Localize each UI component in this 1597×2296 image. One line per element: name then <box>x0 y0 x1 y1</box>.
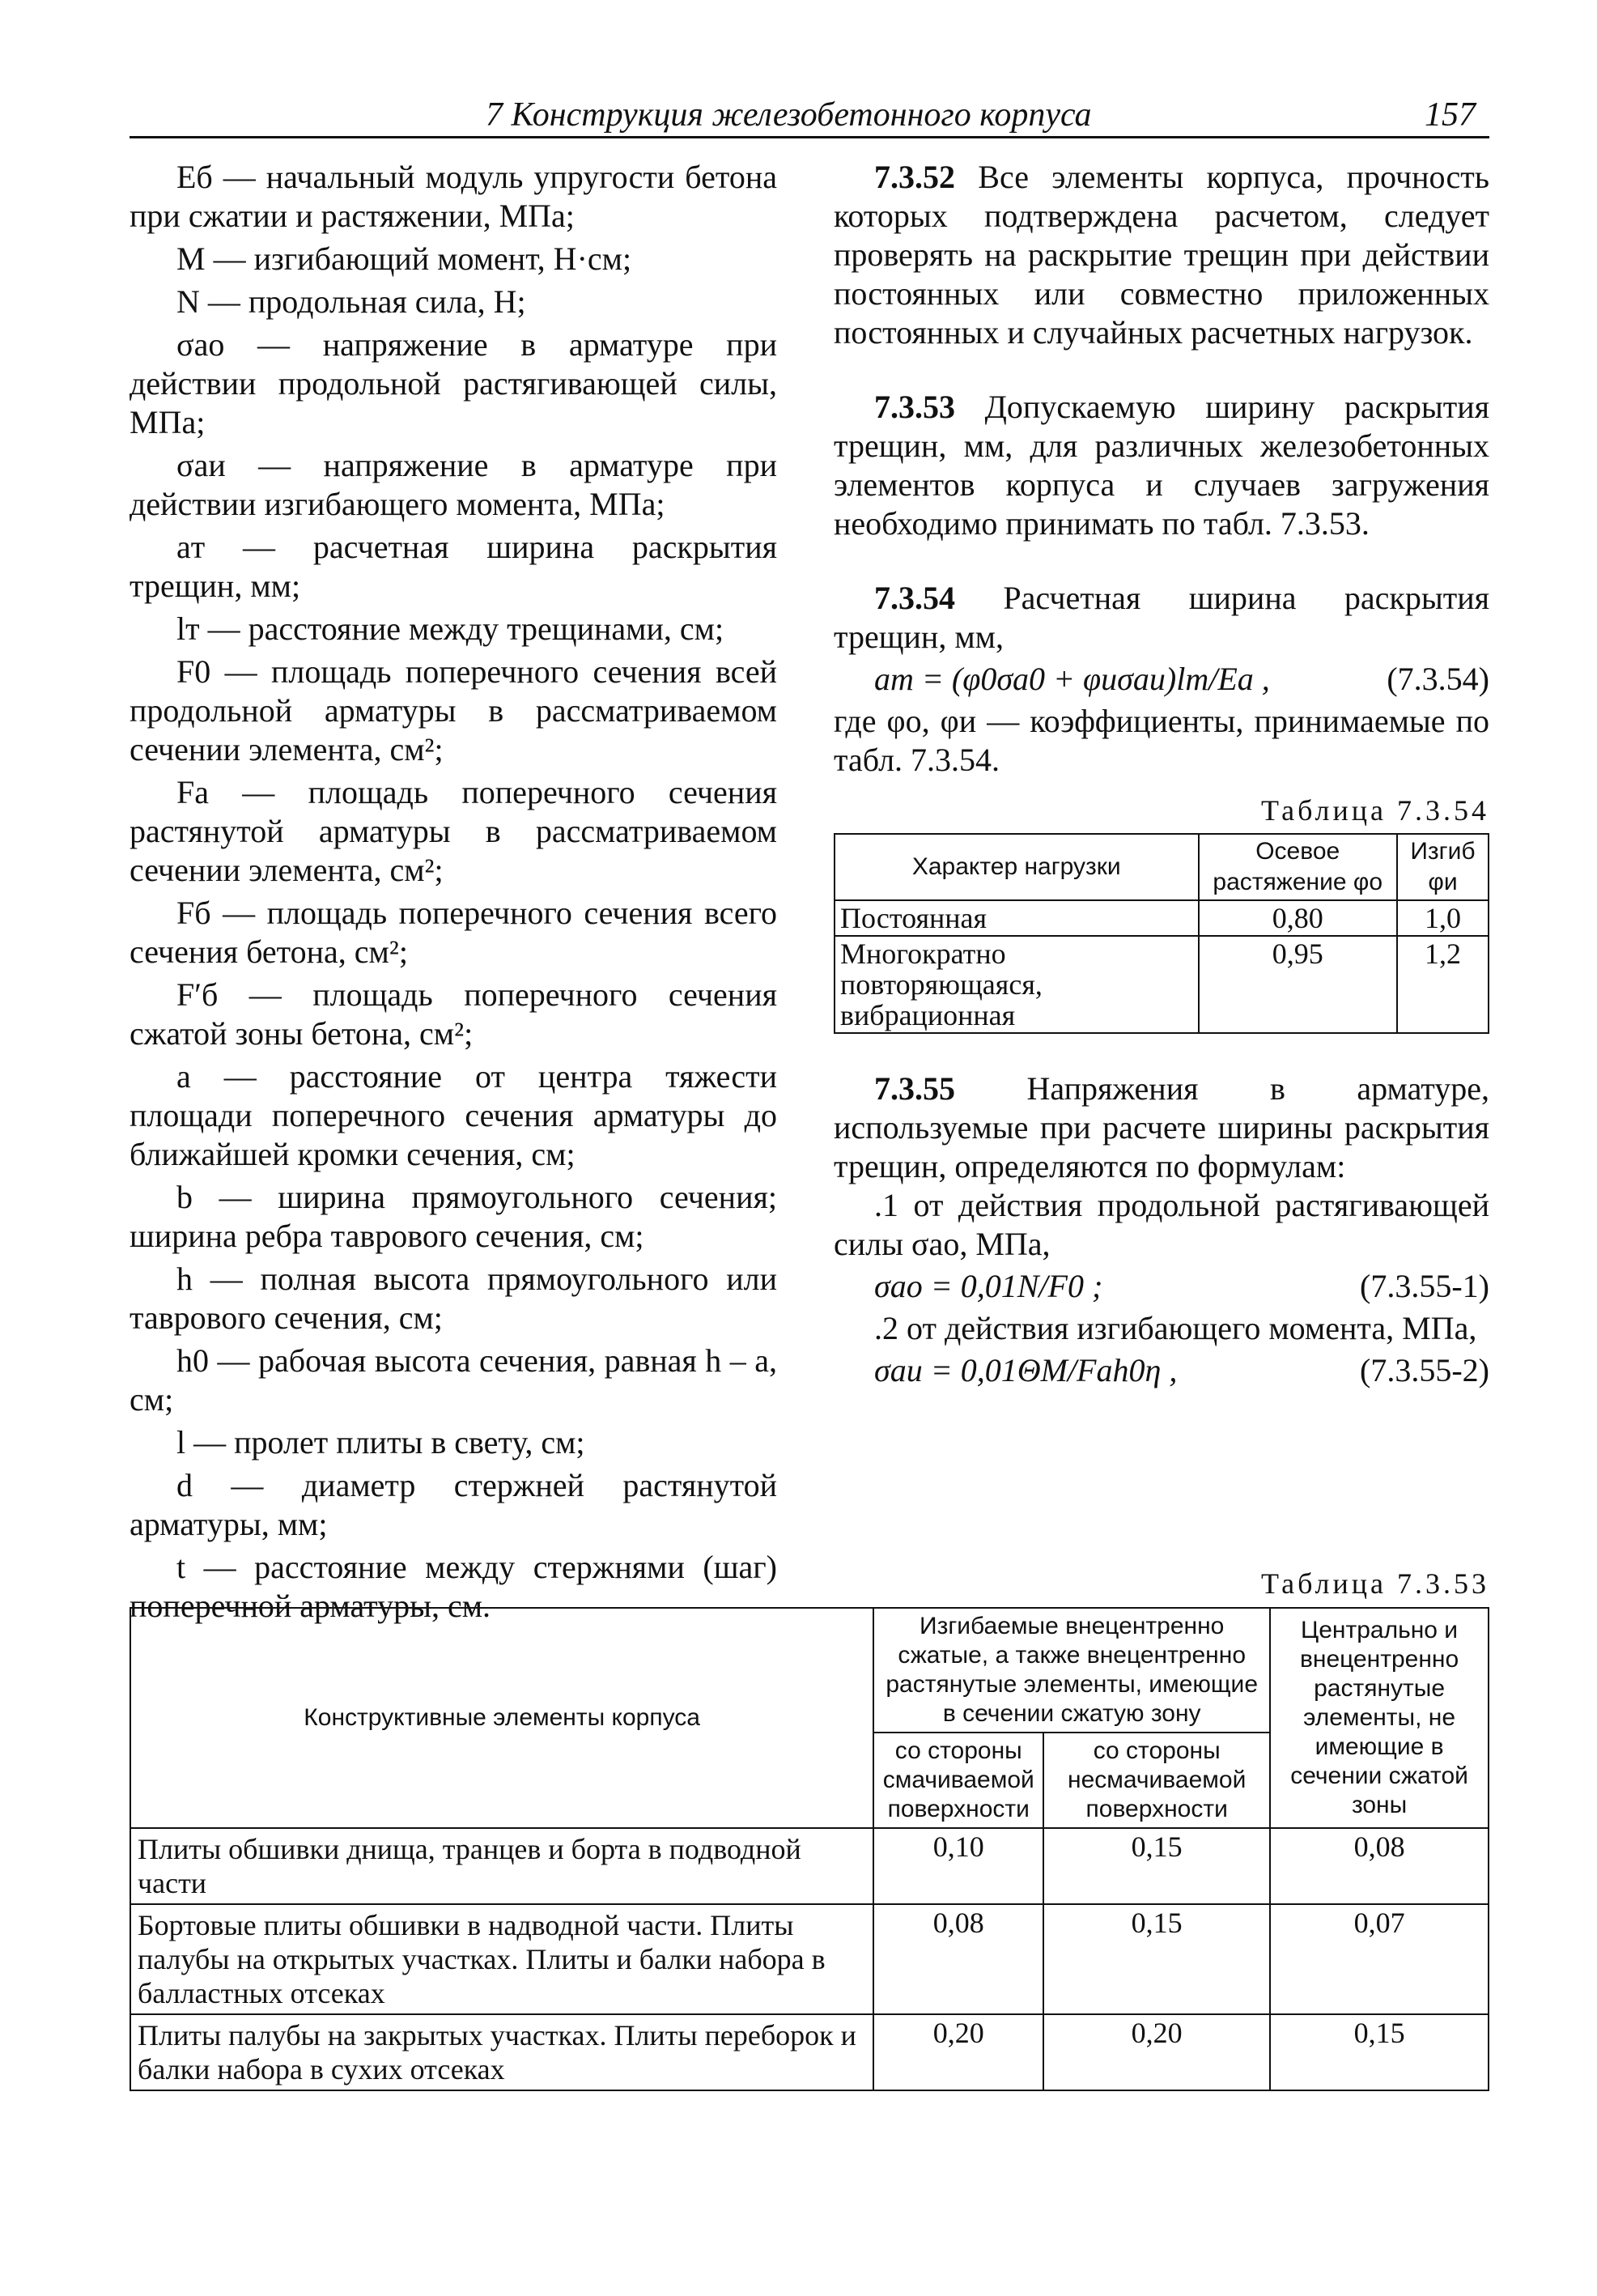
header-cell: Центрально и внецентренно растянутые элементы, не имеющие в сечении сжатой зоны <box>1270 1608 1489 1828</box>
section-7-3-52 <box>834 158 1489 352</box>
table-cell: 0,08 <box>873 1904 1043 2014</box>
section-7-3-55 <box>834 1069 1489 1186</box>
section-number: 7.3.55 <box>874 1070 955 1107</box>
definition-item: t — расстояние между стержнями (шаг) поперечной арматуры, см. <box>130 1549 777 1624</box>
table-header-row <box>835 834 1489 900</box>
header-cell: Изгибаемые внецентренно сжатые, а также внецентренно растянутые элементы, имеющие в сечении сжатую зону <box>873 1608 1270 1733</box>
table-row <box>130 1828 1489 1904</box>
item-1: .1 от действия продольной растягивающей силы σао, МПа, <box>834 1187 1489 1262</box>
running-header-title: 7 Конструкция железобетонного корпуса <box>486 96 1092 134</box>
definition-item: h — полная высота прямоугольного или таврового сечения, см; <box>130 1261 777 1336</box>
table-cell: 0,20 <box>1043 2014 1270 2090</box>
table-cell: 1,0 <box>1397 900 1489 936</box>
where-clause: где φо, φи — коэффициенты, принимаемые по табл. 7.3.54. <box>834 703 1489 778</box>
section-text: Напряжения в арматуре, используемые при расчете ширины раскрытия трещин, определяются по формулам: <box>834 1070 1489 1184</box>
formula-number: (7.3.55-2) <box>1360 1352 1489 1388</box>
table-7-3-53 <box>130 1607 1489 2091</box>
header-cell: Изгиб φи <box>1397 834 1489 900</box>
table-cell: 0,20 <box>873 2014 1043 2090</box>
table-cell: 0,95 <box>1199 936 1397 1033</box>
definition-item: d — диаметр стержней растянутой арматуры, мм; <box>130 1467 777 1542</box>
header-cell: Характер нагрузки <box>835 834 1199 900</box>
section-7-3-53 <box>834 388 1489 543</box>
formula-expression: σаи = 0,01ΘM/Fаh0η , <box>874 1352 1178 1388</box>
definition-item: F0 — площадь поперечного сечения всей продольной арматуры в рассматриваемом сечении элемента, см²; <box>130 653 777 767</box>
table-row <box>835 900 1489 936</box>
table-cell: 1,2 <box>1397 936 1489 1033</box>
definition-item: Fб — площадь поперечного сечения всего сечения бетона, см²; <box>130 895 777 970</box>
table-cell: 0,80 <box>1199 900 1397 936</box>
section-text: Все элементы корпуса, прочность которых подтверждена расчетом, следует проверять на раскрытие трещин при действии постоянных или совместно приложенных постоянных и случайных расчетных нагрузок. <box>834 159 1489 351</box>
header-rule <box>130 136 1489 138</box>
table-cell: 0,08 <box>1270 1828 1489 1904</box>
definition-item: a — расстояние от центра тяжести площади поперечного сечения арматуры до ближайшей кромки сечения, см; <box>130 1058 777 1172</box>
table-cell: Плиты обшивки днища, транцев и борта в подводной части <box>130 1828 873 1904</box>
formula-7-3-55-1 <box>834 1267 1489 1306</box>
section-number: 7.3.54 <box>874 580 955 616</box>
definition-item: lт — расстояние между трещинами, см; <box>176 610 724 647</box>
formula-expression: aт = (φ0σа0 + φиσаи)lт/Eа , <box>874 661 1270 697</box>
table-cell: Постоянная <box>835 900 1199 936</box>
section-number: 7.3.53 <box>874 389 955 425</box>
section-7-3-54 <box>834 579 1489 657</box>
section-text: Допускаемую ширину раскрытия трещин, мм, для различных железобетонных элементов корпуса и случаев загружения необходимо принимать по табл. 7.3.53. <box>834 389 1489 542</box>
table-header-row <box>130 1608 1489 1733</box>
definition-item: aт — расчетная ширина раскрытия трещин, мм; <box>130 529 777 604</box>
table-7-3-53-caption: Таблица 7.3.53 <box>1261 1567 1489 1600</box>
definitions-column <box>130 158 777 1630</box>
definition-item: N — продольная сила, Н; <box>176 283 526 320</box>
header-cell: со стороны несмачиваемой поверхности <box>1043 1733 1270 1828</box>
header-cell: Осевое растяжение φо <box>1199 834 1397 900</box>
section-number: 7.3.52 <box>874 159 955 195</box>
table-cell: 0,15 <box>1270 2014 1489 2090</box>
table-cell: 0,15 <box>1043 1904 1270 2014</box>
table-7-3-54 <box>834 833 1489 1034</box>
definition-item: M — изгибающий момент, Н·см; <box>176 240 632 277</box>
table-cell: 0,10 <box>873 1828 1043 1904</box>
header-cell: со стороны смачиваемой поверхности <box>873 1733 1043 1828</box>
definition-item: F′б — площадь поперечного сечения сжатой зоны бетона, см²; <box>130 976 777 1052</box>
page-number: 157 <box>1425 96 1476 134</box>
formula-expression: σао = 0,01N/F0 ; <box>874 1268 1103 1304</box>
definition-item: l — пролет плиты в свету, см; <box>176 1424 585 1461</box>
header-cell: Конструктивные элементы корпуса <box>130 1608 873 1828</box>
table-cell: Бортовые плиты обшивки в надводной части. Плиты палубы на открытых участках. Плиты и балки набора в балластных отсеках <box>130 1904 873 2014</box>
formula-7-3-54 <box>834 660 1489 699</box>
definition-item: h0 — рабочая высота сечения, равная h – a, см; <box>130 1342 777 1418</box>
table-row <box>130 1904 1489 2014</box>
definition-item: b — ширина прямоугольного сечения; ширина ребра таврового сечения, см; <box>130 1179 777 1254</box>
definition-item: σаи — напряжение в арматуре при действии изгибающего момента, МПа; <box>130 447 777 522</box>
formula-number: (7.3.54) <box>1387 661 1489 697</box>
formula-7-3-55-2 <box>834 1351 1489 1390</box>
table-7-3-54-caption: Таблица 7.3.54 <box>1261 794 1489 827</box>
formula-number: (7.3.55-1) <box>1360 1268 1489 1304</box>
definition-item: Eб — начальный модуль упругости бетона при сжатии и растяжении, МПа; <box>130 159 777 234</box>
table-cell: 0,15 <box>1043 1828 1270 1904</box>
definition-item: Fа — площадь поперечного сечения растянутой арматуры в рассматриваемом сечении элемента, см²; <box>130 774 777 888</box>
table-cell: Плиты палубы на закрытых участках. Плиты переборок и балки набора в сухих отсеках <box>130 2014 873 2090</box>
section-text: Расчетная ширина раскрытия трещин, мм, <box>834 580 1489 655</box>
item-2: .2 от действия изгибающего момента, МПа, <box>874 1310 1477 1346</box>
table-row <box>835 936 1489 1033</box>
table-row <box>130 2014 1489 2090</box>
sections-column <box>834 158 1489 1393</box>
definition-item: σао — напряжение в арматуре при действии продольной растягивающей силы, МПа; <box>130 326 777 440</box>
table-cell: 0,07 <box>1270 1904 1489 2014</box>
table-cell: Многократно повторяющаяся, вибрационная <box>835 936 1199 1033</box>
